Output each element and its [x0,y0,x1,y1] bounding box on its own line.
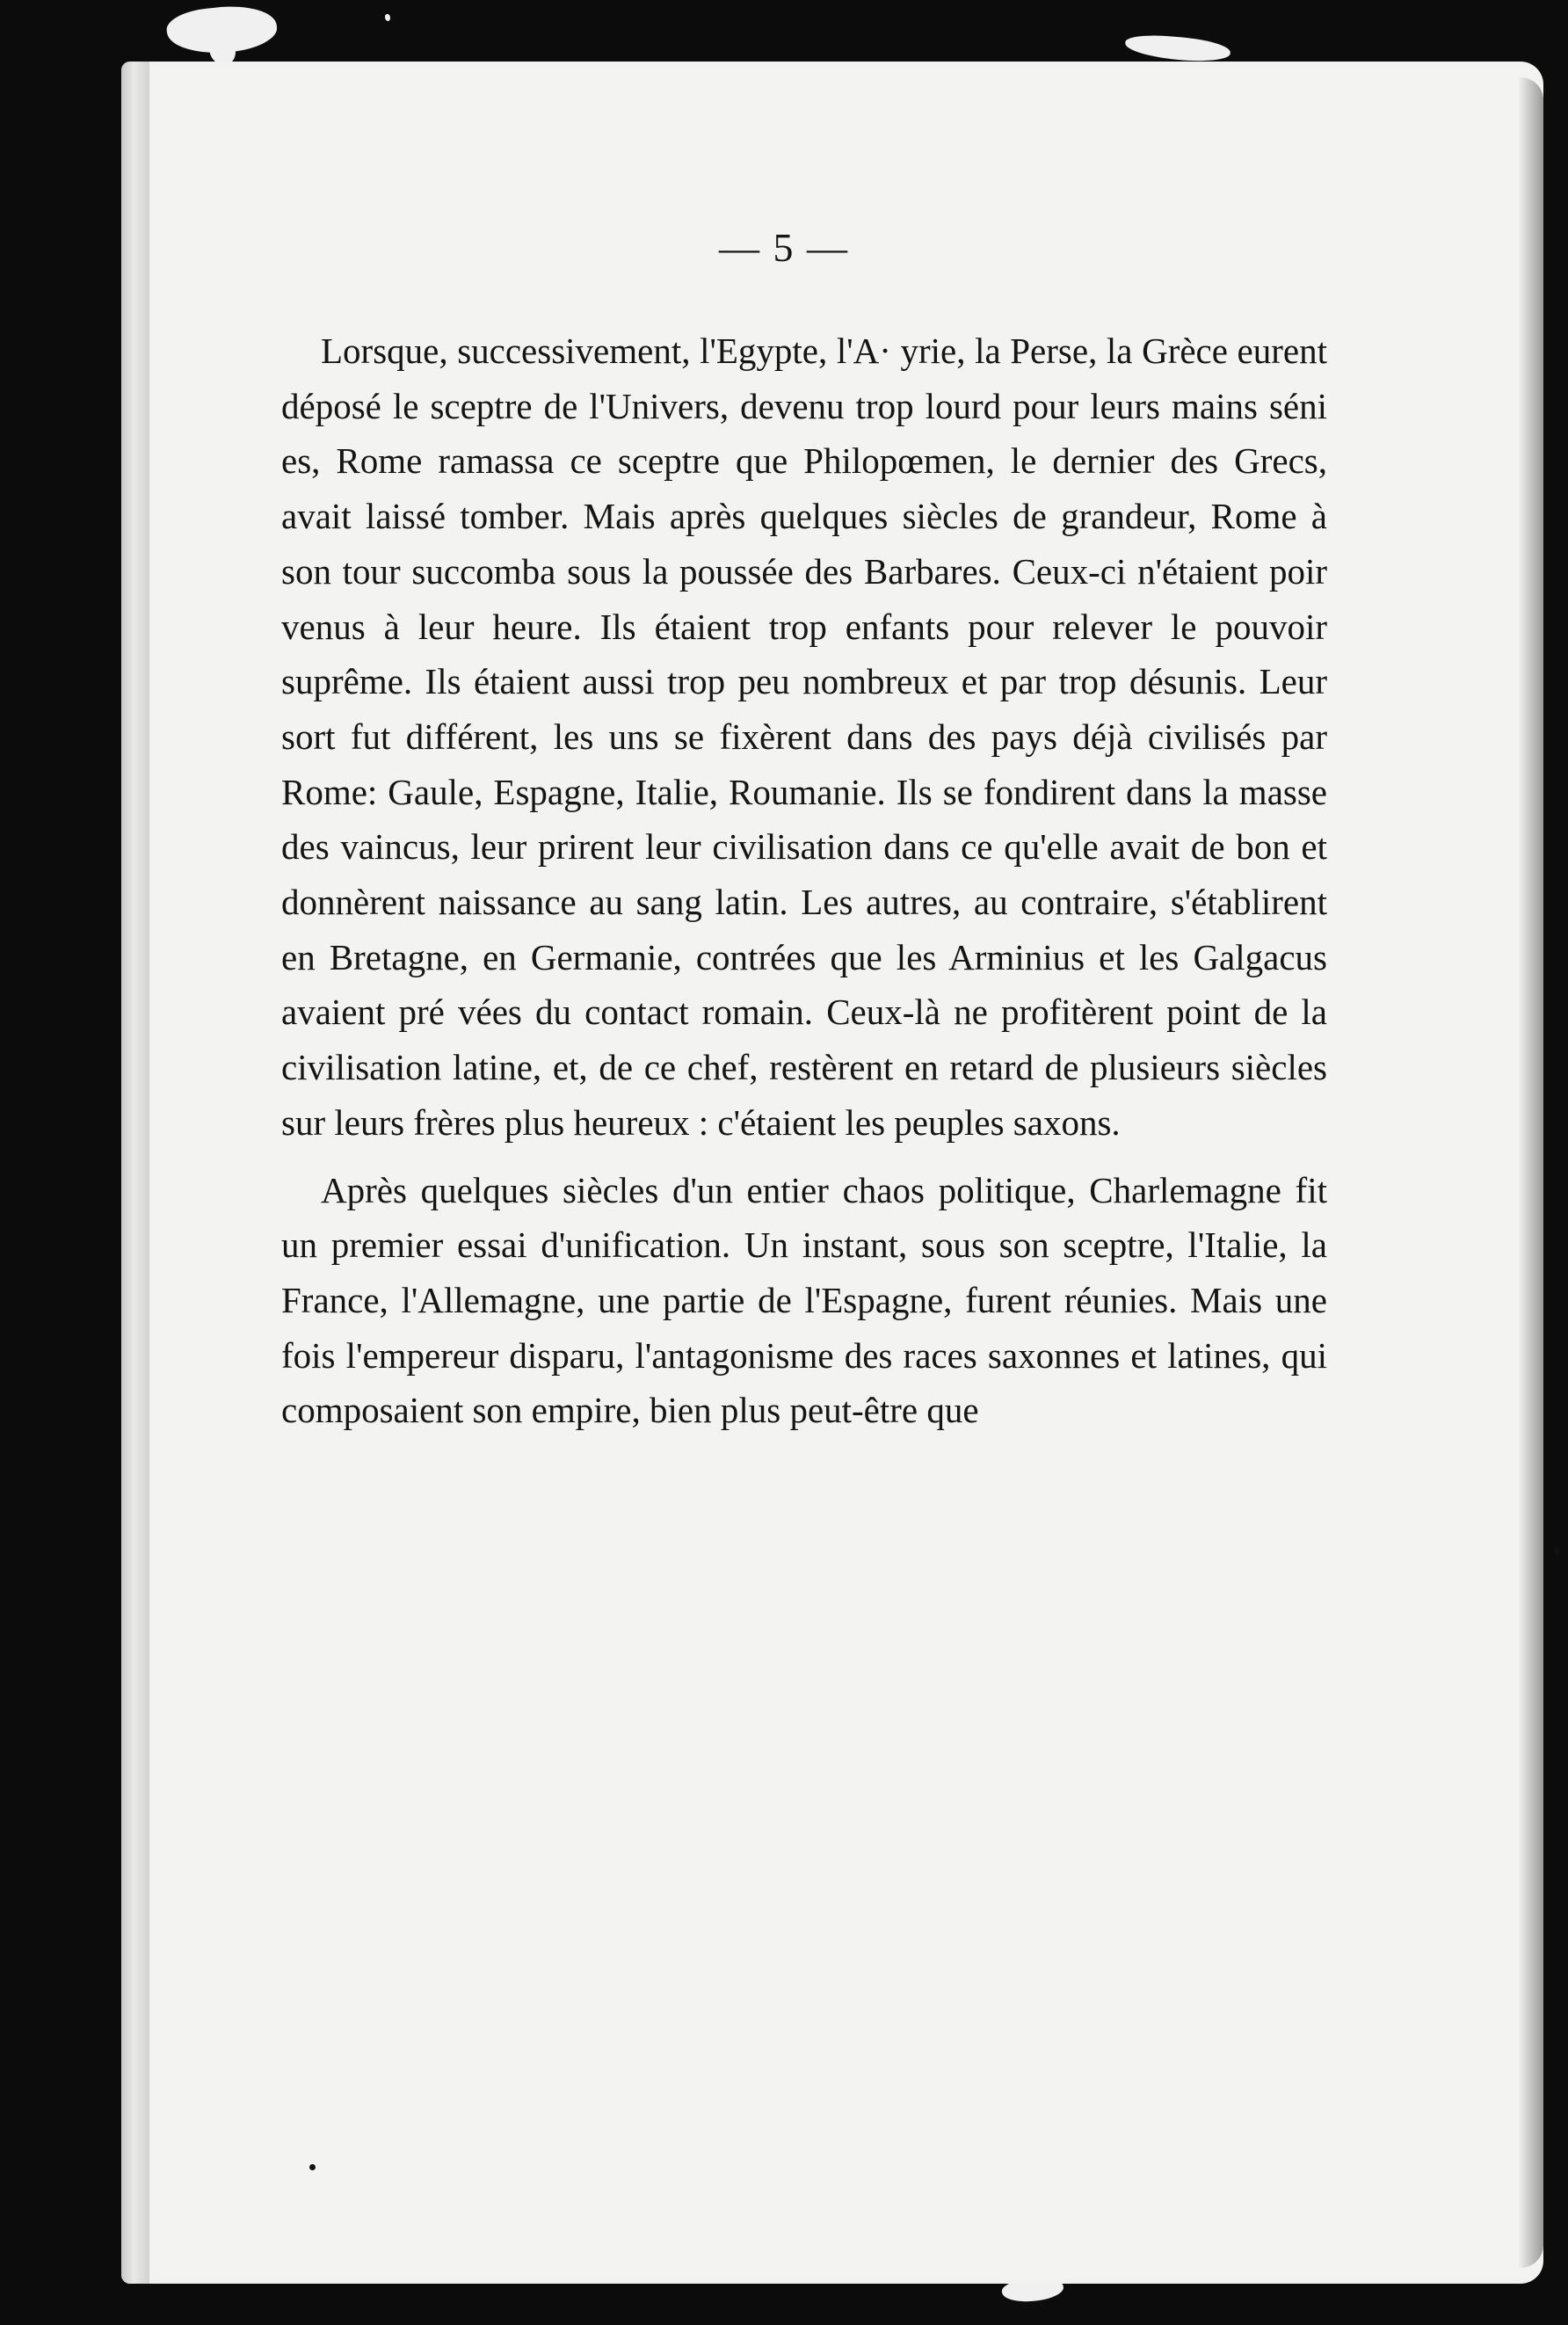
ink-speck [1554,1547,1559,1556]
ink-speck [309,2164,316,2170]
scan-speck-top [385,14,390,21]
scan-blot-top-left-drip [209,35,236,65]
page-right-edge [1519,77,1543,2268]
paragraph-1: Lorsque, successivement, l'Egypte, l'A· yrie, la Perse, la Grèce eurent déposé le sceptre de l'Univers, devenu trop lourd pour leurs mains séni es, Rome ramassa ce sceptre que Philopœmen, le dernier des Grecs, avait laissé tomber. Mais après quelques siècles de grandeur, Rome à son tour succomba sous la poussée des Barbares. Ceux-ci n'étaient poir venus à leur heure. Ils étaient trop enfants pour relever le pouvoir suprême. Ils étaient aussi trop peu nombreux et par trop désunis. Leur sort fut différent, les uns se fixèrent dans des pays déjà civilisés par Rome: Gaule, Espagne, Italie, Roumanie. Ils se fondirent dans la masse des vaincus, leur prirent leur civilisation dans ce qu'elle avait de bon et donnèrent naissance au sang latin. Les autres, au contraire, s'établirent en Bretagne, en Germanie, contrées que les Arminius et les Galgacus avaient pré vées du contact romain. Ceux-là ne profitèrent point de la civilisation latine, et, de ce chef, restèrent en retard de plusieurs siècles sur leurs frères plus heureux : c'étaient les peuples saxons. [281,331,1327,1143]
page-binding-edge [121,62,149,2284]
scan-blot-top-right [1124,33,1231,63]
body-text [281,323,1327,1438]
paragraph-2: Après quelques siècles d'un entier chaos politique, Charlemagne fit un premier essai d'unification. Un instant, sous son sceptre, l'Italie, la France, l'Allemagne, une partie de l'Espagne, furent réunies. Mais une fois l'empereur disparu, l'antagonisme des races saxonnes et latines, qui composaient son empire, bien plus peut-être que [281,1169,1327,1431]
page-number: — 5 — [719,225,849,270]
